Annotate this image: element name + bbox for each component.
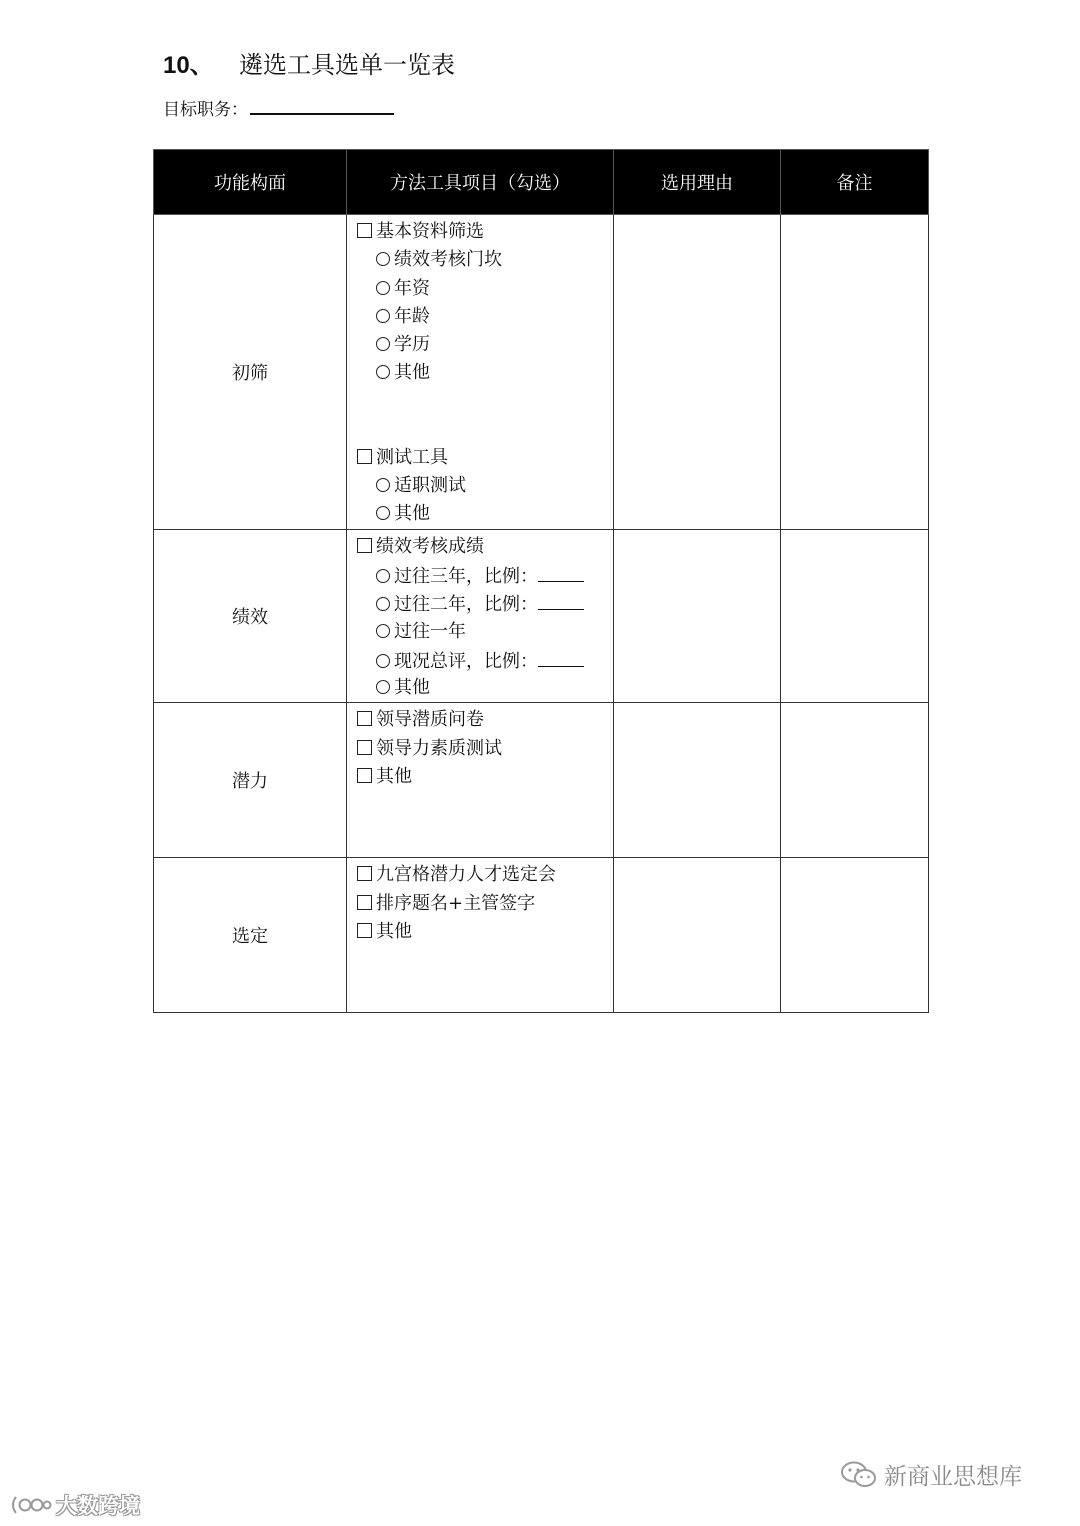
function-cell: 初筛 (154, 215, 347, 530)
radio-option[interactable] (357, 589, 613, 617)
wechat-icon (840, 1460, 878, 1490)
table-header-row (154, 150, 929, 215)
table-row-potential (154, 703, 929, 858)
ratio-blank[interactable] (538, 589, 584, 610)
option-label: 基本资料筛选 (376, 221, 484, 242)
remarks-cell[interactable] (781, 703, 929, 858)
remarks-cell[interactable] (781, 529, 929, 703)
radio-option[interactable] (357, 472, 613, 500)
header-remarks: 备注 (781, 150, 929, 215)
checkbox-option[interactable] (357, 533, 613, 561)
circle-icon[interactable] (376, 478, 390, 492)
reason-cell[interactable] (614, 858, 781, 1013)
radio-option[interactable] (357, 674, 613, 702)
option-label: 其他 (394, 677, 430, 699)
option-label: 排序题名+主管签字 (376, 892, 536, 914)
checkbox-icon[interactable] (357, 449, 372, 464)
page-heading (163, 48, 455, 83)
checkbox-option[interactable] (357, 763, 613, 791)
circle-icon[interactable] (376, 506, 390, 520)
checkbox-option[interactable] (357, 444, 613, 472)
reason-cell[interactable] (614, 529, 781, 703)
option-label: 现况总评，比例： (394, 650, 538, 672)
tool-option-list (347, 530, 613, 703)
table-row-initial-screening (154, 215, 929, 530)
checkbox-icon[interactable] (357, 768, 372, 783)
remarks-cell[interactable] (781, 215, 929, 530)
function-cell: 潜力 (154, 703, 347, 858)
header-method-tools: 方法工具项目（勾选） (347, 150, 614, 215)
option-label: 领导潜质问卷 (376, 709, 484, 731)
radio-option[interactable] (357, 646, 613, 674)
checkbox-option[interactable] (357, 735, 613, 763)
function-cell: 绩效 (154, 529, 347, 703)
method-tools-cell (347, 858, 614, 1013)
ratio-blank[interactable] (538, 561, 584, 582)
header-reason: 选用理由 (614, 150, 781, 215)
circle-icon[interactable] (376, 337, 390, 351)
radio-option[interactable] (357, 618, 613, 646)
option-label: 其他 (376, 766, 412, 788)
option-label: 绩效考核成绩 (376, 535, 484, 557)
option-label: 过往一年 (394, 620, 466, 642)
checkbox-icon[interactable] (357, 740, 372, 755)
checkbox-icon[interactable] (357, 538, 372, 553)
table-row-selection (154, 858, 929, 1013)
logo-icon (8, 1493, 52, 1517)
reason-cell[interactable] (614, 215, 781, 530)
method-tools-cell (347, 703, 614, 858)
radio-option[interactable] (357, 246, 613, 274)
circle-icon[interactable] (376, 309, 390, 323)
option-label: 适职测试 (394, 475, 466, 497)
checkbox-option[interactable] (357, 218, 613, 246)
tool-option-list (347, 703, 613, 791)
spacer (357, 388, 613, 444)
radio-option[interactable] (357, 561, 613, 589)
circle-icon[interactable] (376, 252, 390, 266)
option-label: 年资 (394, 277, 430, 299)
checkbox-option[interactable] (357, 706, 613, 734)
option-label: 九宫格潜力人才选定会 (376, 864, 556, 886)
checkbox-icon[interactable] (357, 895, 372, 910)
circle-icon[interactable] (376, 597, 390, 611)
checkbox-icon[interactable] (357, 923, 372, 938)
heading-title: 遴选工具选单一览表 (239, 51, 455, 79)
option-label: 测试工具 (376, 446, 448, 468)
option-label: 绩效考核门坎 (394, 249, 502, 271)
target-position-blank[interactable] (250, 95, 394, 115)
checkbox-icon[interactable] (357, 866, 372, 881)
circle-icon[interactable] (376, 281, 390, 295)
option-label: 过往二年，比例： (394, 594, 538, 616)
tool-option-list (347, 215, 613, 529)
radio-option[interactable] (357, 275, 613, 303)
radio-option[interactable] (357, 500, 613, 528)
option-label: 过往三年，比例： (394, 565, 538, 587)
watermark-right-text: 新商业思想库 (884, 1464, 1022, 1490)
circle-icon[interactable] (376, 624, 390, 638)
checkbox-option[interactable] (357, 861, 613, 889)
selection-tools-table (153, 149, 929, 1013)
checkbox-icon[interactable] (357, 711, 372, 726)
function-cell: 选定 (154, 858, 347, 1013)
tool-option-list (347, 858, 613, 946)
watermark-left-text: 大数跨境 (56, 1494, 140, 1518)
option-label: 领导力素质测试 (376, 737, 502, 759)
radio-option[interactable] (357, 359, 613, 387)
watermark-left (8, 1490, 140, 1520)
radio-option[interactable] (357, 331, 613, 359)
checkbox-option[interactable] (357, 918, 613, 946)
target-position-line (163, 95, 394, 123)
option-label: 年龄 (394, 305, 430, 327)
circle-icon[interactable] (376, 680, 390, 694)
radio-option[interactable] (357, 303, 613, 331)
method-tools-cell (347, 215, 614, 530)
circle-icon[interactable] (376, 569, 390, 583)
table-row-performance (154, 529, 929, 703)
ratio-blank[interactable] (538, 646, 584, 667)
circle-icon[interactable] (376, 365, 390, 379)
remarks-cell[interactable] (781, 858, 929, 1013)
reason-cell[interactable] (614, 703, 781, 858)
watermark-right (840, 1458, 1022, 1491)
option-label: 其他 (394, 503, 430, 525)
checkbox-option[interactable] (357, 890, 613, 918)
method-tools-cell (347, 529, 614, 703)
target-position-label: 目标职务： (163, 100, 248, 120)
option-label: 其他 (376, 921, 412, 943)
option-label: 其他 (394, 362, 430, 384)
heading-number: 10、 (163, 52, 214, 79)
option-label: 学历 (394, 334, 430, 356)
circle-icon[interactable] (376, 654, 390, 668)
header-function: 功能构面 (154, 150, 347, 215)
checkbox-icon[interactable] (357, 223, 372, 238)
